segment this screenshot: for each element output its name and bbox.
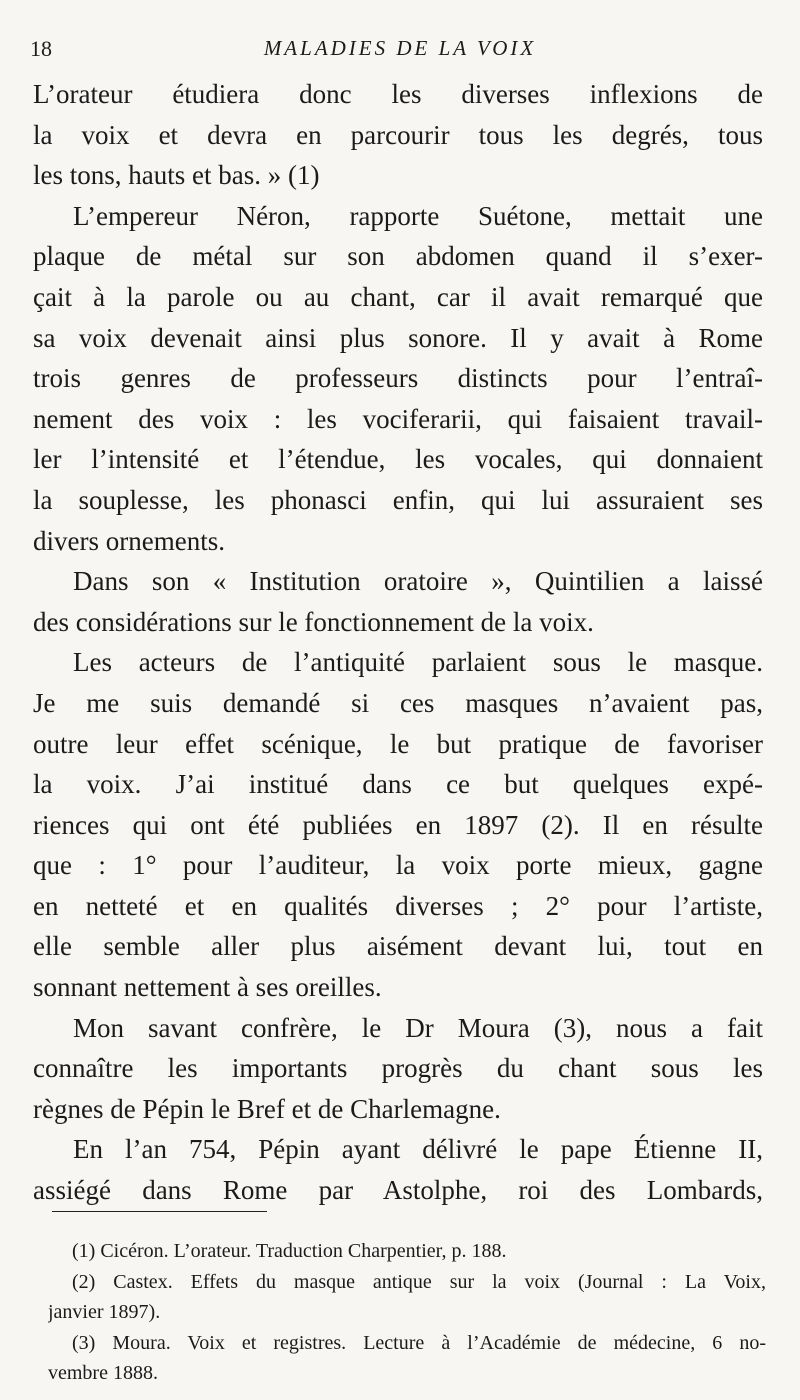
text-line: En l’an 754, Pépin ayant délivré le pape Étienne II, [73, 1134, 763, 1165]
text-line: ler l’intensité et l’étendue, les vocales, qui donnaient [33, 444, 763, 475]
text-line: Je me suis demandé si ces masques n’avaient pas, [33, 687, 763, 718]
text-line: les tons, hauts et bas. » (1) [33, 160, 320, 191]
footnote-line: (3) Moura. Voix et registres. Lecture à l’Académie de médecine, 6 no- [72, 1331, 766, 1354]
footnote-line: janvier 1897). [48, 1301, 161, 1323]
footnotes [48, 1236, 766, 1389]
footnote-divider [52, 1211, 267, 1212]
footnote-line: (2) Castex. Effets du masque antique sur la voix (Journal : La Voix, [72, 1270, 766, 1293]
text-line: plaque de métal sur son abdomen quand il s’exer- [33, 241, 763, 272]
text-line: divers ornements. [33, 525, 225, 556]
text-line: L’empereur Néron, rapporte Suétone, mettait une [73, 200, 763, 231]
footnote-line: (1) Cicéron. L’orateur. Traduction Charpentier, p. 188. [72, 1240, 507, 1262]
text-line: connaître les importants progrès du chant sous les [33, 1053, 763, 1084]
text-line: la souplesse, les phonasci enfin, qui lui assuraient ses [33, 484, 763, 515]
text-line: riences qui ont été publiées en 1897 (2). Il en résulte [33, 809, 763, 840]
text-line: trois genres de professeurs distincts pour l’entraî- [33, 363, 763, 394]
text-line: nement des voix : les vociferarii, qui faisaient travail- [33, 403, 763, 434]
page-header [30, 36, 770, 68]
text-line: des considérations sur le fonctionnement de la voix. [33, 606, 594, 637]
text-line: en netteté et en qualités diverses ; 2° pour l’artiste, [33, 890, 763, 921]
footnote-line: vembre 1888. [48, 1362, 158, 1384]
text-line: règnes de Pépin le Bref et de Charlemagne. [33, 1093, 501, 1124]
body-text [33, 74, 763, 1211]
text-line: L’orateur étudiera donc les diverses inflexions de [33, 79, 763, 109]
text-line: çait à la parole ou au chant, car il avait remarqué que [33, 281, 763, 312]
text-line: sa voix devenait ainsi plus sonore. Il y avait à Rome [33, 322, 763, 353]
text-line: la voix. J’ai institué dans ce but quelques expé- [33, 769, 763, 800]
running-title: MALADIES DE LA VOIX [263, 36, 537, 60]
text-line: outre leur effet scénique, le but pratique de favoriser [33, 728, 763, 759]
text-line: Mon savant confrère, le Dr Moura (3), nous a fait [73, 1012, 763, 1043]
text-line: que : 1° pour l’auditeur, la voix porte mieux, gagne [33, 850, 763, 881]
page-number: 18 [30, 36, 52, 61]
text-line: elle semble aller plus aisément devant lui, tout en [33, 931, 763, 962]
text-line: sonnant nettement à ses oreilles. [33, 972, 382, 1003]
text-line: Les acteurs de l’antiquité parlaient sous le masque. [73, 647, 763, 678]
text-line: Dans son « Institution oratoire », Quintilien a laissé [73, 566, 763, 597]
text-line: assiégé dans Rome par Astolphe, roi des Lombards, [33, 1175, 763, 1206]
text-line: la voix et devra en parcourir tous les degrés, tous [33, 119, 763, 150]
